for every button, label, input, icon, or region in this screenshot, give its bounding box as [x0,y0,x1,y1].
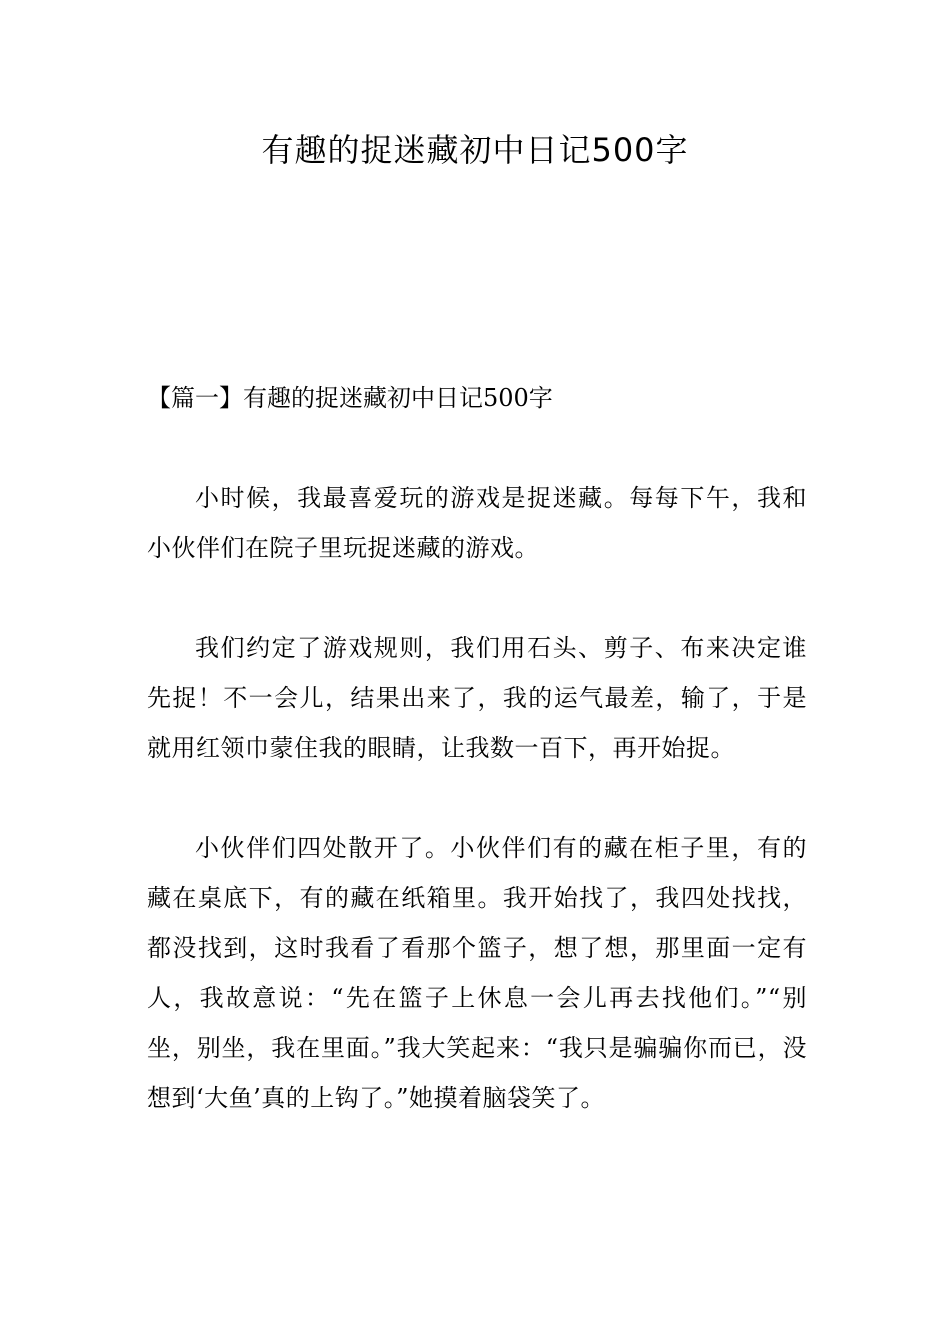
document-title: 有趣的捉迷藏初中日记500字 [261,131,689,169]
section-heading: 【篇一】有趣的捉迷藏初中日记500字 [147,384,553,412]
paragraph-1: 小时候，我最喜爱玩的游戏是捉迷藏。每每下午，我和小伙伴们在院子里玩捉迷藏的游戏。 [147,484,807,562]
paragraph-3: 小伙伴们四处散开了。小伙伴们有的藏在柜子里，有的藏在桌底下，有的藏在纸箱里。我开始找了，我四处找找，都没找到，这时我看了看那个篮子，想了想，那里面一定有人，我故意说：“先在篮子上休息一会儿再去找他们。”“别坐，别坐，我在里面。”我大笑起来：“我只是骗骗你而已，没想到‘大鱼’真的上钩了。”她摸着脑袋笑了。 [147,834,807,1112]
paragraph-2: 我们约定了游戏规则，我们用石头、剪子、布来决定谁先捉！不一会儿，结果出来了，我的运气最差，输了，于是就用红领巾蒙住我的眼睛，让我数一百下，再开始捉。 [147,634,807,762]
